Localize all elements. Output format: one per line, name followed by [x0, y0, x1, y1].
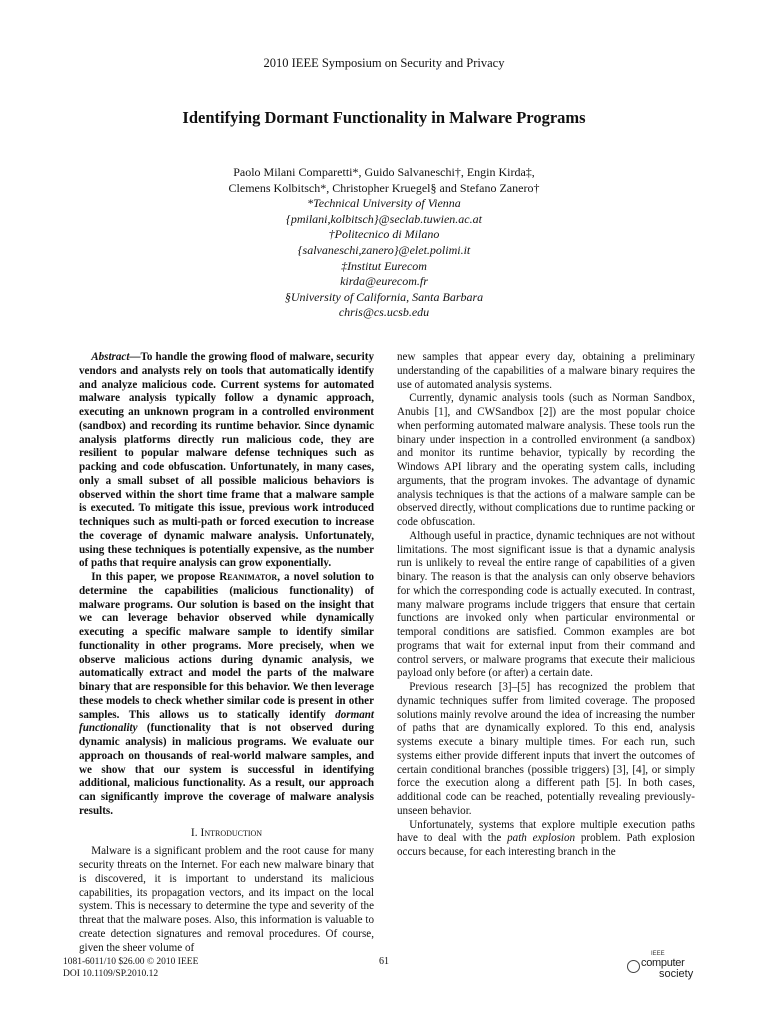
- authors-line-2: Clemens Kolbitsch*, Christopher Kruegel§ and Stefano Zanero†: [228, 180, 540, 195]
- abstract-text-1: —To handle the growing flood of malware, security vendors and analysts rely on tools that automatically identify and analyze malicious code. Current systems for automated malware analysis typically follow a dynamic approach, executing an unknown program in a controlled environment (sandbox) and recording its runtime behavior. Since dynamic analysis platforms directly run malicious code, they are resilient to popular malware defense techniques such as packing and code obfuscation. Unfortunately, in many cases, only a small subset of all possible malicious behaviors is observed within the short time frame that a malware sample is executed. To mitigate this issue, previous work introduced techniques such as multi-path or forced execution to increase the coverage of dynamic malware analysis. Unfortunately, using these techniques is potentially expensive, as the number of paths that require analysis can grow exponentially.: [79, 351, 374, 570]
- right-column: [397, 351, 695, 860]
- computer-society-logo: [627, 951, 707, 981]
- affiliation-ucsb: §University of California, Santa Barbara: [284, 289, 484, 304]
- system-name: Reanimator: [219, 571, 278, 583]
- left-column: [79, 351, 374, 955]
- footer-issn: 1081-6011/10 $26.00 © 2010 IEEE: [63, 957, 199, 967]
- right-text-4b: problem. Path explosion occurs because, for each interesting branch in the: [397, 832, 695, 858]
- path-explosion-term: path explosion: [507, 832, 576, 845]
- section-heading-introduction: I. Introduction: [190, 826, 263, 839]
- logo-computer-text: computer: [641, 957, 685, 969]
- abstract-text-2b: , a novel solution to determine the capabilities (malicious functionality) of malware programs. Our solution is based on the insight that we can leverage behavior observed while dynamically executing a specific malware sample to identify similar functionality in other programs. More precisely, when we observe malicious actions during dynamic analysis, we automatically extract and model the parts of the malware binary that are responsible for this behavior. We then leverage these models to check whether similar code is present in other samples. This allows us to statically identify: [79, 571, 374, 721]
- logo-society-text: society: [659, 968, 694, 980]
- logo-ieee-text: IEEE: [651, 951, 665, 957]
- affiliation-vienna: *Technical University of Vienna: [307, 196, 461, 211]
- right-paragraph-4: [397, 819, 695, 860]
- abstract-text-2c: (functionality that is not observed during dynamic analysis) in malicious programs. We evaluate our approach on thousands of real-world malware samples, and we show that our system is successful in identifying additional, malicious functionality. As a result, our approach can significantly improve the coverage of malware analysis results.: [79, 722, 374, 817]
- dormant-functionality-term: dormant functionality: [79, 708, 374, 735]
- venue-header: 2010 IEEE Symposium on Security and Privacy: [263, 56, 505, 70]
- right-paragraph-1: Currently, dynamic analysis tools (such as Norman Sandbox, Anubis [1], and CWSandbox [2]) are the most popular choice when performing automated malware analysis. These tools run the binary under inspection in a controlled environment (a sandbox) and monitor its runtime behavior, typically by recording the Windows API library and the operating system calls, including arguments, that the program invokes. The advantage of dynamic analysis techniques is that the actions of a malware sample can be observed directly, without complications due to runtime packing or code obfuscation.: [397, 392, 695, 528]
- right-paragraph-0: new samples that appear every day, obtaining a preliminary understanding of the capabilities of a malware binary requires the use of automated analysis systems.: [397, 351, 695, 391]
- globe-icon: [627, 960, 640, 973]
- email-ucsb: chris@cs.ucsb.edu: [338, 305, 430, 320]
- footer-doi: DOI 10.1109/SP.2010.12: [63, 969, 159, 979]
- email-polimi: {salvaneschi,zanero}@elet.polimi.it: [297, 242, 471, 257]
- affiliation-polimi: †Politecnico di Milano: [328, 227, 440, 242]
- abstract-text-2a: In this paper, we propose: [91, 571, 220, 583]
- email-vienna: {pmilani,kolbitsch}@seclab.tuwien.ac.at: [286, 211, 482, 226]
- right-paragraph-3: Previous research [3]–[5] has recognized the problem that dynamic techniques suffer from limited coverage. The proposed solutions mainly revolve around the idea of increasing the number of paths that are dynamically explored. To this end, analysis systems execute a binary multiple times. For each run, such systems either provide different inputs that invert the outcomes of certain conditional branches (possible triggers) [3], [4], or simply force the execution along a different path [5]. In both cases, additional code can be reached, potentially revealing previously-unseen behavior.: [397, 681, 695, 817]
- abstract-paragraph-1: [79, 351, 374, 571]
- right-text-4a: Unfortunately, systems that explore multiple execution paths have to deal with the: [397, 818, 695, 845]
- abstract-paragraph-2: [79, 571, 374, 819]
- abstract-label: Abstract: [91, 351, 130, 363]
- email-eurecom: kirda@eurecom.fr: [340, 274, 428, 289]
- author-block: [0, 165, 768, 321]
- authors-line-1: Paolo Milani Comparetti*, Guido Salvaneschi†, Engin Kirda‡,: [233, 165, 535, 179]
- intro-paragraph-1: Malware is a significant problem and the root cause for many security threats on the Internet. For each new malware binary that is discovered, it is important to understand its malicious capabilities, its propagation vectors, and its impact on the local system. This is necessary to determine the type and severity of the threat that the malware poses. Also, this information is valuable to create detection signatures and removal procedures. Of course, given the sheer volume of: [79, 845, 374, 954]
- right-paragraph-2: Although useful in practice, dynamic techniques are not without limitations. The most significant issue is that a dynamic analysis run is unlikely to reveal the entire range of capabilities of a given binary. The reason is that the analysis can only observe behaviors for which the corresponding code is actually executed. In contrast, many malware programs include triggers that ensure that certain functions are invoked only when particular environmental or temporal conditions are satisfied. Common examples are bot programs that wait for external input from their command and control servers, or malware programs that execute their malicious payload only before (or after) a certain date.: [397, 529, 695, 680]
- affiliation-eurecom: ‡Institut Eurecom: [341, 258, 427, 273]
- page-number: 61: [379, 956, 389, 967]
- paper-title: Identifying Dormant Functionality in Malware Programs: [182, 108, 586, 127]
